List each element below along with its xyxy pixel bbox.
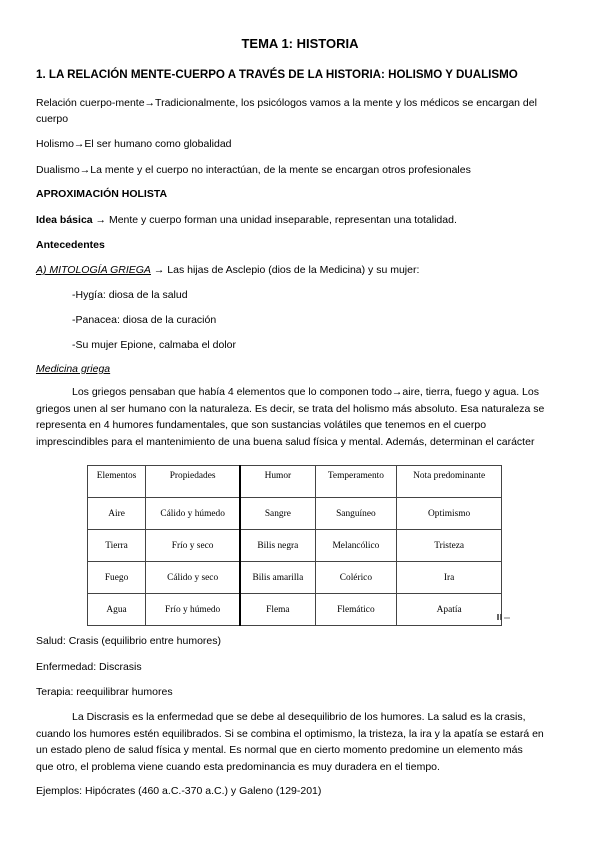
table-cell: Optimismo (397, 498, 502, 530)
mitologia-text: → Las hijas de Asclepio (dios de la Medicina) y su mujer: (150, 264, 420, 276)
table-cell: Bilis negra (240, 530, 315, 562)
holismo-definition: Holismo→El ser humano como globalidad (36, 138, 232, 150)
paragraph-line: griegos unen al ser humano con la naturaleza. Es decir, se trata del holismo más absoluto. Esa naturaleza se (36, 402, 545, 415)
discrasis-paragraph (36, 709, 566, 775)
paragraph-line: cuando los humores estén equilibrados. Si se combina el optimismo, la tristeza, la ira y la apatía se estará en (36, 727, 544, 740)
dualismo-definition: Dualismo→La mente y el cuerpo no interactúan, de la mente se encargan otros profesionales (36, 164, 471, 176)
page-title: TEMA 1: HISTORIA (241, 36, 359, 51)
table-corner-mark (497, 614, 511, 620)
paragraph-line: Los griegos pensaban que había 4 elementos que lo componen todo→aire, tierra, fuego y agua. Los (72, 386, 539, 398)
medicina-griega-heading: Medicina griega (36, 363, 111, 375)
table-header: Humor (240, 466, 315, 498)
table-cell: Frío y seco (146, 530, 241, 562)
table-cell: Agua (88, 594, 146, 626)
table-header: Temperamento (315, 466, 397, 498)
table-cell: Melancólico (315, 530, 397, 562)
list-item: -Su mujer Epione, calmaba el dolor (72, 339, 237, 351)
table-cell: Flemático (315, 594, 397, 626)
medicina-paragraph (36, 384, 566, 450)
paragraph-line: La Discrasis es la enfermedad que se debe al desequilibrio de los humores. La salud es la crasis, (72, 711, 526, 723)
mitologia-label: A) MITOLOGÍA GRIEGA (36, 264, 151, 276)
mitologia-line (36, 262, 570, 278)
paragraph-line: imprescindibles para el mantenimiento de una buena salud física y mental. Además, determinan el carácter (36, 435, 535, 448)
table-cell: Sanguíneo (315, 498, 397, 530)
table-cell: Frío y húmedo (146, 594, 241, 626)
table-header-row (88, 466, 502, 498)
table-cell: Colérico (315, 562, 397, 594)
intro-line-1: Relación cuerpo-mente→Tradicionalmente, los psicólogos vamos a la mente y los médicos se encargan del (36, 97, 537, 109)
table-cell: Tierra (88, 530, 146, 562)
list-item: -Hygía: diosa de la salud (72, 289, 188, 301)
table-header: Elementos (88, 466, 146, 498)
table-cell: Fuego (88, 562, 146, 594)
table-row (88, 498, 502, 530)
table-cell: Cálido y húmedo (146, 498, 241, 530)
table-row (88, 562, 502, 594)
paragraph-line: que otro, el problema viene cuando esta predominancia es muy duradera en el tiempo. (36, 760, 440, 773)
table-cell: Sangre (240, 498, 315, 530)
table-cell: Tristeza (397, 530, 502, 562)
terapia-line: Terapia: reequilibrar humores (36, 686, 173, 698)
table-header: Propiedades (146, 466, 241, 498)
table-header: Nota predominante (397, 466, 502, 498)
idea-basica-label: Idea básica (36, 214, 93, 226)
humors-table (87, 465, 502, 626)
enfermedad-line: Enfermedad: Discrasis (36, 661, 142, 673)
table-cell: Flema (240, 594, 315, 626)
paragraph-line: un estado pleno de salud física y mental. Es normal que en cierto momento predomine un elemento más (36, 744, 523, 756)
table-row (88, 594, 502, 626)
holistic-heading: APROXIMACIÓN HOLISTA (36, 188, 168, 200)
intro-line-2: cuerpo (36, 113, 69, 125)
table-cell: Apatía (397, 594, 502, 626)
table-cell: Bilis amarilla (240, 562, 315, 594)
antecedentes-heading: Antecedentes (36, 239, 105, 251)
ejemplos-line: Ejemplos: Hipócrates (460 a.C.-370 a.C.) y Galeno (129-201) (36, 785, 322, 797)
paragraph-line: representa en 4 humores fundamentales, que son sustancias volátiles que tenemos en el cuerpo (36, 419, 487, 431)
section-heading: 1. LA RELACIÓN MENTE-CUERPO A TRAVÉS DE LA HISTORIA: HOLISMO Y DUALISMO (36, 68, 518, 81)
salud-line: Salud: Crasis (equilibrio entre humores) (36, 635, 221, 647)
table-cell: Aire (88, 498, 146, 530)
idea-basica (36, 212, 570, 228)
list-item: -Panacea: diosa de la curación (72, 314, 217, 326)
table-row (88, 530, 502, 562)
table-cell: Cálido y seco (146, 562, 241, 594)
idea-basica-text: → Mente y cuerpo forman una unidad inseparable, representan una totalidad. (92, 214, 457, 226)
table-cell: Ira (397, 562, 502, 594)
